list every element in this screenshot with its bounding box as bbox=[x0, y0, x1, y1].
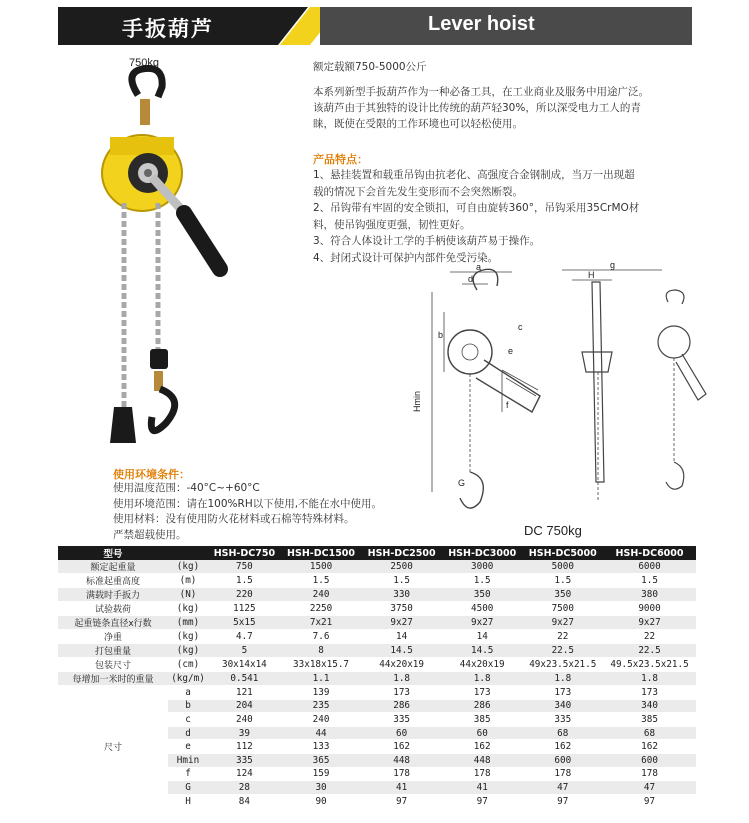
table-cell: 335 bbox=[208, 753, 281, 767]
table-cell: 8 bbox=[281, 644, 362, 658]
table-cell: 340 bbox=[522, 699, 603, 713]
features-title: 产品特点： bbox=[313, 153, 368, 166]
table-cell: 1.8 bbox=[361, 672, 442, 686]
table-cell-unit: G bbox=[168, 781, 208, 795]
table-cell: 39 bbox=[208, 726, 281, 740]
table-cell: 30 bbox=[281, 781, 362, 795]
table-row bbox=[58, 616, 696, 630]
table-cell: 335 bbox=[361, 713, 442, 727]
table-row bbox=[58, 658, 696, 672]
table-cell: 162 bbox=[442, 740, 523, 754]
dim-label-d: d bbox=[468, 274, 474, 284]
features-list bbox=[313, 167, 693, 266]
banner-title-cn: 手扳葫芦 bbox=[122, 17, 214, 41]
table-row bbox=[58, 686, 696, 700]
table-row bbox=[58, 644, 696, 658]
table-cell: 1.5 bbox=[522, 574, 603, 588]
intro-paragraph bbox=[313, 84, 693, 132]
table-cell-unit: (kg) bbox=[168, 602, 208, 616]
table-cell: 240 bbox=[281, 588, 362, 602]
table-cell: 0.541 bbox=[208, 672, 281, 686]
env-list bbox=[113, 481, 382, 543]
intro-line: 睐，既使在受限的工作环境也可以轻松使用。 bbox=[313, 118, 523, 130]
table-cell: 14.5 bbox=[361, 644, 442, 658]
table-header: HSH-DC6000 bbox=[603, 546, 696, 560]
table-cell: 1.8 bbox=[442, 672, 523, 686]
table-cell: 178 bbox=[361, 767, 442, 781]
table-cell-label: 每增加一米时的重量 bbox=[58, 672, 168, 686]
table-cell: 47 bbox=[603, 781, 696, 795]
table-cell: 178 bbox=[442, 767, 523, 781]
table-header bbox=[168, 546, 208, 560]
table-cell: 47 bbox=[522, 781, 603, 795]
table-cell: 178 bbox=[603, 767, 696, 781]
table-cell-unit: e bbox=[168, 740, 208, 754]
table-cell: 173 bbox=[361, 686, 442, 700]
table-cell: 5000 bbox=[522, 560, 603, 574]
intro-line: 本系列新型手扳葫芦作为一种必备工具，在工业商业及服务中用途广泛。 bbox=[313, 86, 649, 98]
table-cell: 97 bbox=[522, 794, 603, 808]
drawing-label: DC 750kg bbox=[524, 523, 582, 538]
table-cell: 173 bbox=[442, 686, 523, 700]
dim-label-e: e bbox=[508, 346, 514, 356]
table-header: HSH-DC5000 bbox=[522, 546, 603, 560]
table-cell: 1.5 bbox=[603, 574, 696, 588]
header-banner bbox=[58, 7, 692, 45]
table-cell: 286 bbox=[442, 699, 523, 713]
table-cell: 68 bbox=[522, 726, 603, 740]
table-cell: 49.5x23.5x21.5 bbox=[603, 658, 696, 672]
table-row bbox=[58, 574, 696, 588]
table-cell: 162 bbox=[603, 740, 696, 754]
table-cell: 97 bbox=[442, 794, 523, 808]
dim-label-g: g bbox=[610, 262, 616, 270]
table-cell: 28 bbox=[208, 781, 281, 795]
table-cell-label: 净重 bbox=[58, 630, 168, 644]
table-cell-unit: (m) bbox=[168, 574, 208, 588]
table-row bbox=[58, 602, 696, 616]
table-cell: 22 bbox=[522, 630, 603, 644]
feature-line: 4、封闭式设计可保护内部件免受污染。 bbox=[313, 251, 499, 264]
table-cell-unit: a bbox=[168, 686, 208, 700]
table-cell-unit: (cm) bbox=[168, 658, 208, 672]
table-cell: 1.8 bbox=[603, 672, 696, 686]
table-cell-label: 起重链条直径x行数 bbox=[58, 616, 168, 630]
table-cell: 162 bbox=[522, 740, 603, 754]
table-cell: 340 bbox=[603, 699, 696, 713]
table-cell: 286 bbox=[361, 699, 442, 713]
dim-label-b: b bbox=[438, 330, 444, 340]
table-cell: 350 bbox=[522, 588, 603, 602]
table-cell: 112 bbox=[208, 740, 281, 754]
table-cell: 124 bbox=[208, 767, 281, 781]
table-cell: 7500 bbox=[522, 602, 603, 616]
table-cell-unit: (kg) bbox=[168, 560, 208, 574]
dim-label-f: f bbox=[506, 400, 509, 410]
table-cell: 7x21 bbox=[281, 616, 362, 630]
feature-line: 料，使吊钩强度更强，韧性更好。 bbox=[313, 218, 471, 231]
table-cell: 44 bbox=[281, 726, 362, 740]
feature-line: 1、悬挂装置和载重吊钩由抗老化、高强度合金钢制成，当万一出现超 bbox=[313, 169, 635, 181]
table-cell: 14 bbox=[361, 630, 442, 644]
table-cell: 2250 bbox=[281, 602, 362, 616]
table-header: HSH-DC750 bbox=[208, 546, 281, 560]
table-cell: 4.7 bbox=[208, 630, 281, 644]
table-cell: 133 bbox=[281, 740, 362, 754]
table-cell-unit: (mm) bbox=[168, 616, 208, 630]
table-cell-unit: H bbox=[168, 794, 208, 808]
table-cell: 9000 bbox=[603, 602, 696, 616]
table-cell-unit: f bbox=[168, 767, 208, 781]
table-cell: 44x20x19 bbox=[361, 658, 442, 672]
table-cell-unit: (kg/m) bbox=[168, 672, 208, 686]
table-cell: 22.5 bbox=[522, 644, 603, 658]
table-cell: 1.5 bbox=[361, 574, 442, 588]
table-cell: 121 bbox=[208, 686, 281, 700]
dim-label-Hmin: Hmin bbox=[412, 390, 422, 412]
table-cell: 6000 bbox=[603, 560, 696, 574]
table-cell: 30x14x14 bbox=[208, 658, 281, 672]
table-cell: 3750 bbox=[361, 602, 442, 616]
table-cell-label: 试验载荷 bbox=[58, 602, 168, 616]
table-cell-unit: (kg) bbox=[168, 644, 208, 658]
table-cell: 1500 bbox=[281, 560, 362, 574]
table-cell: 90 bbox=[281, 794, 362, 808]
table-cell-size-label: 尺寸 bbox=[58, 686, 168, 808]
table-row bbox=[58, 672, 696, 686]
table-header: 型号 bbox=[58, 546, 168, 560]
table-cell: 49x23.5x21.5 bbox=[522, 658, 603, 672]
banner-title-en: Lever hoist bbox=[428, 13, 535, 35]
table-cell-unit: (N) bbox=[168, 588, 208, 602]
env-line: 使用环境范围：请在100%RH以下使用,不能在水中使用。 bbox=[113, 497, 383, 510]
table-cell: 33x18x15.7 bbox=[281, 658, 362, 672]
table-header-row bbox=[58, 546, 696, 560]
table-cell: 41 bbox=[442, 781, 523, 795]
model-label: 750kg bbox=[129, 57, 159, 69]
table-cell: 4500 bbox=[442, 602, 523, 616]
table-cell: 41 bbox=[361, 781, 442, 795]
table-cell: 14 bbox=[442, 630, 523, 644]
table-cell: 1125 bbox=[208, 602, 281, 616]
top-hook-icon bbox=[132, 68, 162, 97]
table-cell: 5x15 bbox=[208, 616, 281, 630]
env-line: 使用温度范围：-40°C~+60°C bbox=[113, 482, 260, 494]
table-cell: 22 bbox=[603, 630, 696, 644]
table-cell: 600 bbox=[522, 753, 603, 767]
dim-label-G: G bbox=[458, 478, 466, 488]
table-cell: 173 bbox=[522, 686, 603, 700]
env-title: 使用环境条件： bbox=[113, 468, 190, 481]
table-cell: 240 bbox=[281, 713, 362, 727]
table-cell: 44x20x19 bbox=[442, 658, 523, 672]
table-cell: 9x27 bbox=[522, 616, 603, 630]
table-cell: 159 bbox=[281, 767, 362, 781]
table-cell: 139 bbox=[281, 686, 362, 700]
table-cell-unit: d bbox=[168, 726, 208, 740]
table-cell: 330 bbox=[361, 588, 442, 602]
table-cell-unit: Hmin bbox=[168, 753, 208, 767]
dim-label-c: c bbox=[518, 322, 523, 332]
table-cell-unit: (kg) bbox=[168, 630, 208, 644]
table-cell: 448 bbox=[442, 753, 523, 767]
table-cell: 22.5 bbox=[603, 644, 696, 658]
table-cell: 600 bbox=[603, 753, 696, 767]
bottom-hook-icon bbox=[151, 389, 174, 431]
table-cell: 84 bbox=[208, 794, 281, 808]
table-cell: 385 bbox=[603, 713, 696, 727]
table-row bbox=[58, 630, 696, 644]
table-cell: 204 bbox=[208, 699, 281, 713]
table-cell: 448 bbox=[361, 753, 442, 767]
table-cell-unit: b bbox=[168, 699, 208, 713]
table-cell-label: 额定起重量 bbox=[58, 560, 168, 574]
table-cell: 162 bbox=[361, 740, 442, 754]
table-cell: 750 bbox=[208, 560, 281, 574]
table-cell-label: 标准起重高度 bbox=[58, 574, 168, 588]
table-cell: 68 bbox=[603, 726, 696, 740]
table-header: HSH-DC1500 bbox=[281, 546, 362, 560]
table-cell: 9x27 bbox=[442, 616, 523, 630]
table-cell: 1.5 bbox=[442, 574, 523, 588]
table-cell: 335 bbox=[522, 713, 603, 727]
env-line: 使用材料：没有使用防火花材料或石棉等特殊材料。 bbox=[113, 513, 355, 525]
table-cell: 385 bbox=[442, 713, 523, 727]
table-cell: 1.1 bbox=[281, 672, 362, 686]
table-cell: 235 bbox=[281, 699, 362, 713]
table-cell: 3000 bbox=[442, 560, 523, 574]
dim-label-a: a bbox=[476, 262, 482, 272]
table-cell: 1.5 bbox=[208, 574, 281, 588]
feature-line: 3、符合人体设计工学的手柄使该葫芦易于操作。 bbox=[313, 235, 541, 247]
table-row bbox=[58, 560, 696, 574]
table-cell: 1.5 bbox=[281, 574, 362, 588]
table-cell: 14.5 bbox=[442, 644, 523, 658]
table-cell-unit: c bbox=[168, 713, 208, 727]
feature-line: 2、吊钩带有牢固的安全锁扣，可自由旋转360°，吊钩采用35CrMO材 bbox=[313, 202, 640, 214]
intro-line: 该葫芦由于其独特的设计比传统的葫芦轻30%，所以深受电力工人的青 bbox=[313, 102, 641, 114]
table-cell: 240 bbox=[208, 713, 281, 727]
table-cell: 350 bbox=[442, 588, 523, 602]
table-cell: 97 bbox=[603, 794, 696, 808]
table-cell: 380 bbox=[603, 588, 696, 602]
table-cell-label: 满载时手扳力 bbox=[58, 588, 168, 602]
table-cell: 1.8 bbox=[522, 672, 603, 686]
table-header: HSH-DC2500 bbox=[361, 546, 442, 560]
table-cell: 2500 bbox=[361, 560, 442, 574]
table-cell: 60 bbox=[442, 726, 523, 740]
table-cell: 220 bbox=[208, 588, 281, 602]
table-cell: 365 bbox=[281, 753, 362, 767]
table-cell: 5 bbox=[208, 644, 281, 658]
table-cell-label: 打包重量 bbox=[58, 644, 168, 658]
spec-table bbox=[58, 546, 696, 808]
table-header: HSH-DC3000 bbox=[442, 546, 523, 560]
table-cell: 9x27 bbox=[361, 616, 442, 630]
env-line: 严禁超载使用。 bbox=[113, 528, 187, 541]
table-cell: 173 bbox=[603, 686, 696, 700]
table-cell: 97 bbox=[361, 794, 442, 808]
table-cell: 60 bbox=[361, 726, 442, 740]
table-cell-label: 包装尺寸 bbox=[58, 658, 168, 672]
table-cell: 178 bbox=[522, 767, 603, 781]
feature-line: 载的情况下会首先发生变形而不会突然断裂。 bbox=[313, 185, 523, 198]
dim-label-H: H bbox=[588, 270, 595, 280]
table-cell: 9x27 bbox=[603, 616, 696, 630]
table-row bbox=[58, 588, 696, 602]
technical-drawing bbox=[412, 262, 712, 524]
table-cell: 7.6 bbox=[281, 630, 362, 644]
product-photo bbox=[80, 65, 250, 460]
capacity-text: 额定载额750-5000公斤 bbox=[313, 61, 427, 73]
